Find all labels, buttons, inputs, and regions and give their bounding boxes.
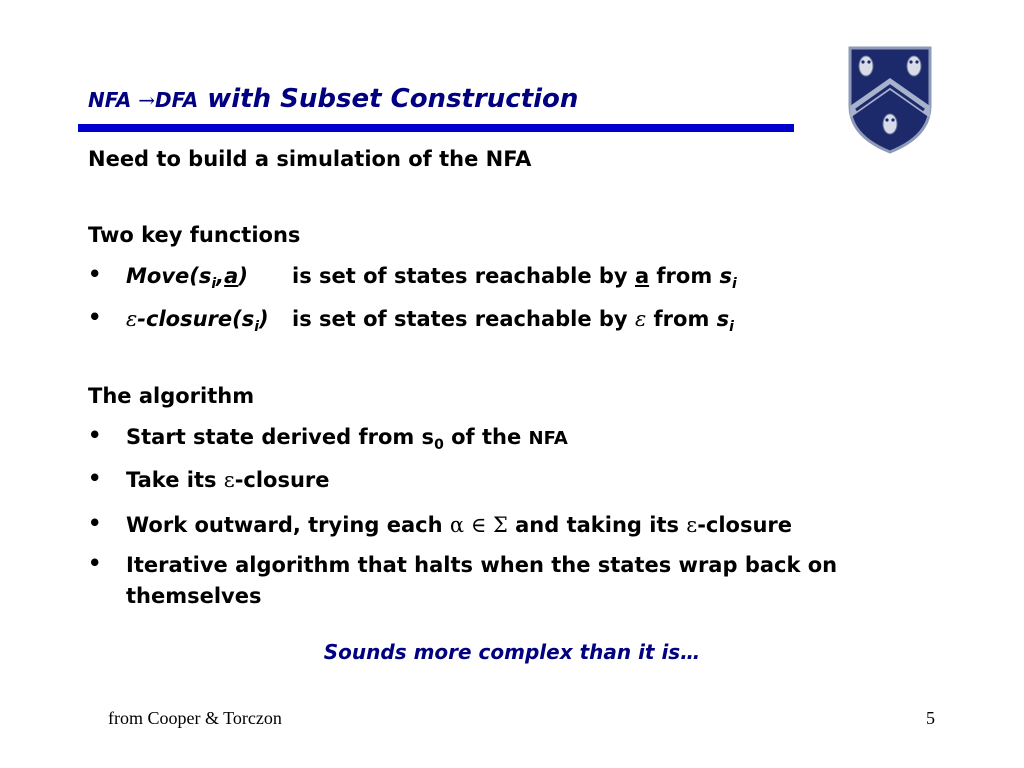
bullet-icon: •	[88, 305, 102, 329]
bullet-icon: •	[88, 511, 102, 535]
sigma-symbol: Σ	[492, 513, 508, 537]
step-iterative: Iterative algorithm that halts when the states wrap back on	[126, 553, 838, 577]
step-take-closure: Take its ε-closure	[126, 468, 330, 492]
footer-source: from Cooper & Torczon	[108, 708, 282, 728]
step-iterative-cont: themselves	[126, 584, 262, 608]
bullet-icon: •	[88, 551, 102, 575]
epsilon-symbol: ε	[634, 307, 647, 331]
arrow-icon: →	[138, 88, 156, 112]
section-heading-algorithm: The algorithm	[88, 384, 255, 408]
slide-title: NFA →DFA with Subset Construction	[88, 84, 579, 114]
element-of-symbol: ∈	[464, 513, 493, 537]
section-heading-functions: Two key functions	[88, 223, 301, 247]
epsilon-symbol: ε	[126, 307, 138, 331]
tagline: Sounds more complex than it is…	[323, 640, 701, 664]
function-move-name: $Move(s_i,a)$	[126, 264, 248, 293]
title-rule	[78, 124, 794, 132]
epsilon-symbol: ε	[686, 513, 698, 537]
function-closure-desc: is set of states reachable by ε from $s_i$	[292, 307, 734, 336]
bullet-icon: •	[88, 423, 102, 447]
function-closure-name: $\varepsilon-closure(s_i)$	[126, 307, 269, 336]
rice-university-shield-icon	[846, 44, 934, 156]
bullet-icon: •	[88, 262, 102, 286]
step-work-outward: Work outward, trying each α ∈ Σ and taking its ε-closure	[126, 513, 793, 537]
alpha-symbol: α	[449, 513, 465, 537]
epsilon-symbol: ε	[223, 468, 235, 492]
page-number: 5	[926, 708, 935, 728]
bullet-icon: •	[88, 466, 102, 490]
step-start-state: Start state derived from $s_0$ of the NFA	[126, 425, 568, 454]
function-move-desc: is set of states reachable by a from $s_i$	[292, 264, 737, 293]
intro-text: Need to build a simulation of the NFA	[88, 147, 532, 171]
